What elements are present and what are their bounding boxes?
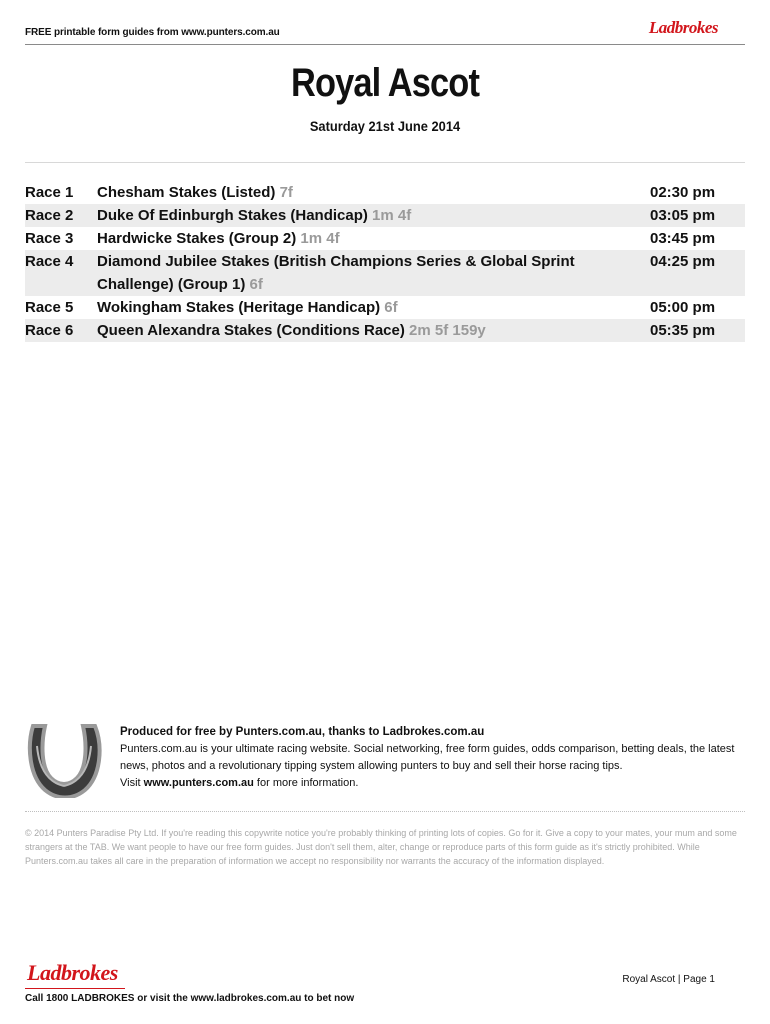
race-row: [25, 319, 745, 342]
race-row: [25, 296, 745, 319]
race-row: [25, 204, 745, 227]
ladbrokes-footer-logo[interactable]: Ladbrokes: [27, 960, 118, 985]
about-section: [120, 724, 740, 792]
race-row: [25, 181, 745, 204]
about-body: Punters.com.au is your ultimate racing website. Social networking, free form guides, odds comparison, betting deals, the latest news, photos and a revolutionary tipping system allowing punters to buy and sell their horse racing tips.: [120, 743, 735, 772]
race-number: Race 3: [25, 230, 74, 247]
race-name: Queen Alexandra Stakes (Conditions Race): [97, 322, 405, 339]
race-time: 03:45 pm: [650, 230, 716, 247]
race-time: 05:35 pm: [650, 322, 716, 339]
race-distance: 6f: [249, 276, 263, 293]
call-to-action: Call 1800 LADBROKES or visit the www.ladbrokes.com.au to bet now: [25, 993, 355, 1004]
race-row: [25, 227, 745, 250]
race-distance: 1m 4f: [372, 207, 412, 224]
race-distance: 2m 5f 159y: [409, 322, 486, 339]
race-distance: 1m 4f: [300, 230, 340, 247]
race-name: Hardwicke Stakes (Group 2): [97, 230, 297, 247]
visit-prefix: Visit: [120, 777, 144, 789]
footer-rule: [25, 988, 125, 989]
copyright-notice: © 2014 Punters Paradise Pty Ltd. If you're reading this copywrite notice you're probably thinking of printing lots of copies. Go for it. Give a copy to your mates, your mum and some strangers at the TAB. We want people to have our free form guides. Just don't sell them, alter, change or reproduce parts of this form guide as it's strictly prohibited. While Punters.com.au takes all care in the preparation of information we accept no responsibility nor warrants the accuracy of the information displayed.: [25, 828, 737, 866]
race-name: Duke Of Edinburgh Stakes (Handicap): [97, 207, 368, 224]
about-divider: [25, 811, 745, 812]
race-distance: 7f: [279, 184, 293, 201]
race-number: Race 6: [25, 322, 74, 339]
horseshoe-icon: [25, 716, 103, 798]
title-divider: [25, 162, 745, 163]
race-name: Diamond Jubilee Stakes (British Champions Series & Global Sprint Challenge) (Group 1): [97, 253, 575, 293]
race-distance: 6f: [384, 299, 398, 316]
about-visit: [120, 775, 740, 792]
race-time: 03:05 pm: [650, 207, 716, 224]
race-time: 04:25 pm: [650, 253, 716, 270]
event-date: Saturday 21st June 2014: [309, 118, 461, 134]
page-label: Royal Ascot | Page 1: [622, 974, 715, 985]
race-number: Race 2: [25, 207, 74, 224]
page-title: Royal Ascot: [290, 61, 480, 105]
race-time: 02:30 pm: [650, 184, 716, 201]
header-rule: [25, 44, 745, 45]
visit-suffix: for more information.: [253, 777, 359, 789]
ladbrokes-logo[interactable]: Ladbrokes: [648, 18, 718, 37]
race-name: Wokingham Stakes (Heritage Handicap): [97, 299, 381, 316]
race-list: [25, 181, 745, 342]
punters-link[interactable]: www.punters.com.au: [143, 777, 254, 789]
race-row: [25, 250, 745, 296]
race-number: Race 1: [25, 184, 74, 201]
race-number: Race 4: [25, 253, 74, 270]
top-note: FREE printable form guides from www.punters.com.au: [25, 27, 280, 38]
about-heading: Produced for free by Punters.com.au, thanks to Ladbrokes.com.au: [120, 726, 485, 738]
race-time: 05:00 pm: [650, 299, 716, 316]
race-name: Chesham Stakes (Listed): [97, 184, 276, 201]
race-number: Race 5: [25, 299, 74, 316]
